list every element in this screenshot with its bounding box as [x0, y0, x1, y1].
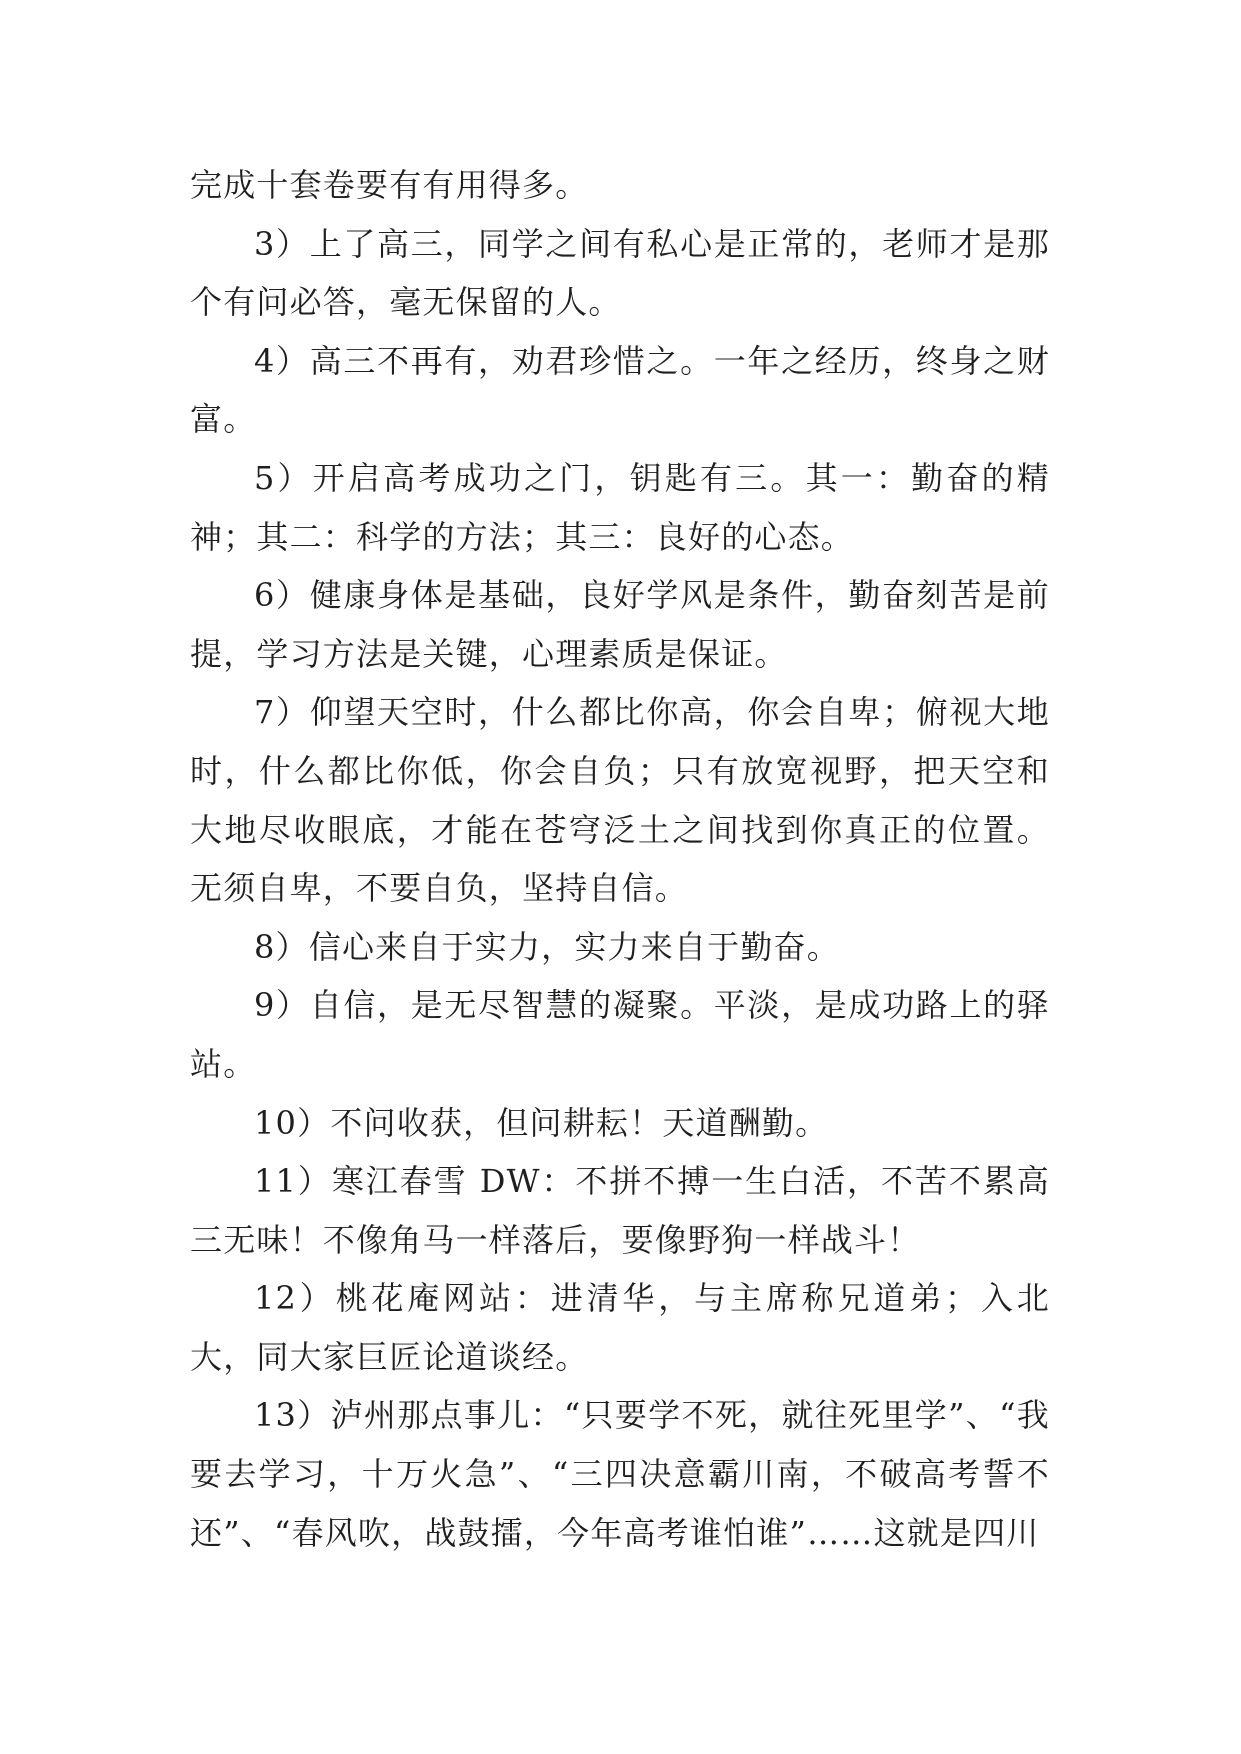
document-body [190, 156, 1050, 1562]
paragraph-item-4: 4）高三不再有，劝君珍惜之。一年之经历，终身之财富。 [190, 341, 1050, 439]
paragraph-item-9: 9）自信，是无尽智慧的凝聚。平淡，是成功路上的驿站。 [190, 986, 1050, 1083]
paragraph-item-7: 7）仰望天空时，什么都比你高，你会自卑；俯视大地时，什么都比你低，你会自负；只有放宽视野，把天空和大地尽收眼底，才能在苍穹泛土之间找到你真正的位置。无须自卑，不要自负，坚持自信。 [190, 693, 1050, 908]
paragraph-item-12: 12）桃花庵网站：进清华，与主席称兄道弟；入北大，同大家巨匠论道谈经。 [190, 1279, 1050, 1376]
paragraph-item-6: 6）健康身体是基础，良好学风是条件，勤奋刻苦是前提，学习方法是关键，心理素质是保证。 [190, 576, 1050, 673]
paragraph-item-11: 11）寒江春雪 DW：不拼不搏一生白活，不苦不累高三无味！不像角马一样落后，要像野狗一样战斗！ [190, 1162, 1050, 1259]
paragraph-item-8: 8）信心来自于实力，实力来自于勤奋。 [254, 927, 840, 966]
paragraph-continuation: 完成十套卷要有有用得多。 [190, 166, 589, 204]
paragraph-item-5: 5）开启高考成功之门，钥匙有三。其一：勤奋的精神；其二：科学的方法；其三：良好的心态。 [190, 458, 1050, 556]
paragraph-item-3: 3）上了高三，同学之间有私心是正常的，老师才是那个有问必答，毫无保留的人。 [190, 224, 1050, 322]
paragraph-item-10: 10）不问收获，但问耕耘！天道酬勤。 [254, 1103, 829, 1142]
paragraph-item-13: 13）泸州那点事儿：“只要学不死，就往死里学”、“我要去学习，十万火急”、“三四决意霸川南，不破高考誓不还”、“春风吹，战鼓擂，今年高考谁怕谁”……这就是四川 [190, 1396, 1050, 1552]
